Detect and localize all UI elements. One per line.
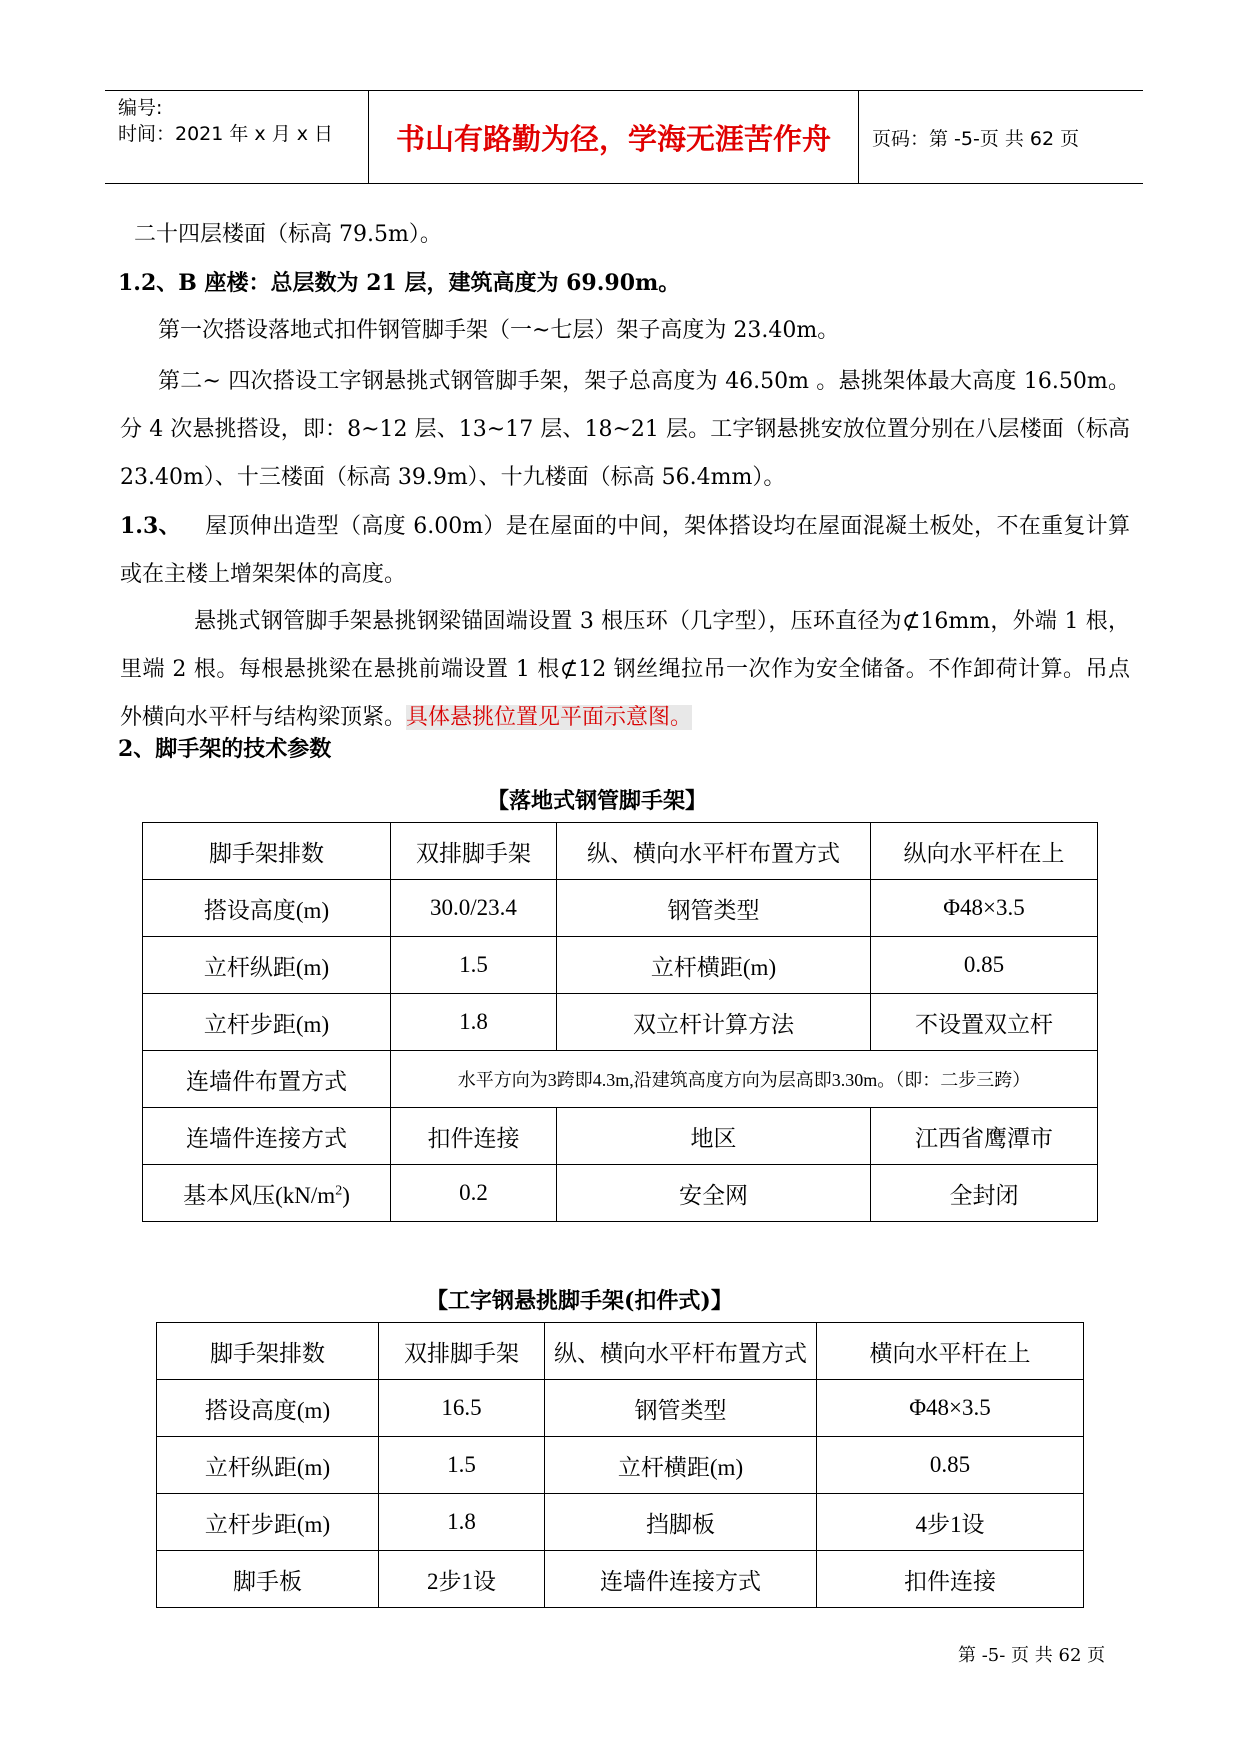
table-row: [157, 1551, 1084, 1608]
table-cell: 16.5: [379, 1380, 545, 1437]
table-cell: 不设置双立杆: [871, 994, 1098, 1051]
table-cell: 安全网: [557, 1165, 871, 1222]
table-cell: 钢管类型: [557, 880, 871, 937]
paragraph: 第一次搭设落地式扣件钢管脚手架（一~七层）架子高度为 23.40m。: [158, 318, 840, 343]
table-cell: 脚手架排数: [143, 823, 391, 880]
wind-pressure-label: 基本风压(kN/m: [183, 1182, 336, 1208]
header-page-info: 页码：第 -5-页 共 62 页: [872, 127, 1080, 150]
table-row: [157, 1437, 1084, 1494]
section-number: 1.3、: [120, 513, 181, 539]
table-cell: 双排脚手架: [379, 1323, 545, 1380]
table-cell: 脚手板: [157, 1551, 379, 1608]
page-header: [105, 90, 1143, 184]
table-cell: 全封闭: [871, 1165, 1098, 1222]
table-cell: 挡脚板: [545, 1494, 817, 1551]
section-1-3: [120, 502, 1130, 599]
table-row: [157, 1494, 1084, 1551]
table-cell: 1.5: [379, 1437, 545, 1494]
table-cell-merged: 水平方向为3跨即4.3m,沿建筑高度方向为层高即3.30m。（即：二步三跨）: [391, 1051, 1098, 1108]
table-cell: 纵、横向水平杆布置方式: [545, 1323, 817, 1380]
table-cell: 连墙件布置方式: [143, 1051, 391, 1108]
table-cell: 江西省鹰潭市: [871, 1108, 1098, 1165]
table-row: [143, 937, 1098, 994]
table-cell: 立杆步距(m): [157, 1494, 379, 1551]
section-heading-1-2: 1.2、B 座楼：总层数为 21 层，建筑高度为 69.90m。: [118, 270, 681, 296]
scaffold-parameters-table: [142, 822, 1098, 1222]
table-cell: 2步1设: [379, 1551, 545, 1608]
table-cell: 1.8: [379, 1494, 545, 1551]
table-cell: 地区: [557, 1108, 871, 1165]
header-motto: 书山有路勤为径，学海无涯苦作舟: [369, 91, 859, 183]
table-cell: 钢管类型: [545, 1380, 817, 1437]
document-time: 时间：2021 年 x 月 x 日: [118, 123, 334, 145]
table-cell: 0.85: [871, 937, 1098, 994]
paragraph: [120, 598, 1130, 742]
table-cell: [143, 1165, 391, 1222]
table-cell: Φ48×3.5: [817, 1380, 1084, 1437]
table-cell: Φ48×3.5: [871, 880, 1098, 937]
table-row: [143, 1108, 1098, 1165]
paragraph-text: 悬挑式钢管脚手架悬挑钢梁锚固端设置 3 根压环（几字型），压环直径为⊄16mm，外端 1 根，里端 2 根。每根悬挑梁在悬挑前端设置 1 根⊄12 钢丝绳拉吊一次作为安全储备。不作卸荷计算。吊点外横向水平杆与结构梁顶紧。: [120, 609, 1130, 730]
text-line: 二十四层楼面（标高 79.5m）。: [134, 222, 442, 247]
table-row: [143, 823, 1098, 880]
table-row: [157, 1323, 1084, 1380]
table-cell: 立杆步距(m): [143, 994, 391, 1051]
table-cell: 扣件连接: [391, 1108, 557, 1165]
table-cell: 0.85: [817, 1437, 1084, 1494]
paragraph-text: 屋顶伸出造型（高度 6.00m）是在屋面的中间，架体搭设均在屋面混凝土板处，不在重复计算或在主楼上增架架体的高度。: [120, 514, 1130, 587]
table-cell: 纵向水平杆在上: [871, 823, 1098, 880]
table-row: [143, 994, 1098, 1051]
table-cell: 横向水平杆在上: [817, 1323, 1084, 1380]
table-row: [143, 1051, 1098, 1108]
closing-paren: ): [342, 1182, 350, 1208]
header-meta: [105, 91, 369, 183]
table-cell: 脚手架排数: [157, 1323, 379, 1380]
table-cell: 4步1设: [817, 1494, 1084, 1551]
table-cell: 双立杆计算方法: [557, 994, 871, 1051]
table-cell: 连墙件连接方式: [545, 1551, 817, 1608]
table-cell: 扣件连接: [817, 1551, 1084, 1608]
table-cell: 1.5: [391, 937, 557, 994]
cantilever-scaffold-table: [156, 1322, 1084, 1608]
table-cell: 双排脚手架: [391, 823, 557, 880]
table-cell: 搭设高度(m): [157, 1380, 379, 1437]
section-heading-2: 2、脚手架的技术参数: [118, 736, 332, 762]
table-cell: 连墙件连接方式: [143, 1108, 391, 1165]
table-cell: 立杆横距(m): [545, 1437, 817, 1494]
table-cell: 立杆横距(m): [557, 937, 871, 994]
document-number-label: 编号:: [118, 97, 163, 119]
table-cell: 搭设高度(m): [143, 880, 391, 937]
page-footer: 第 -5- 页 共 62 页: [958, 1645, 1106, 1666]
table-caption: 【工字钢悬挑脚手架(扣件式)】: [426, 1288, 733, 1314]
table-row: [143, 1165, 1098, 1222]
superscript: 2: [335, 1182, 343, 1198]
table-row: [143, 880, 1098, 937]
table-cell: 1.8: [391, 994, 557, 1051]
table-row: [157, 1380, 1084, 1437]
table-cell: 纵、横向水平杆布置方式: [557, 823, 871, 880]
table-cell: 立杆纵距(m): [143, 937, 391, 994]
table-cell: 0.2: [391, 1165, 557, 1222]
highlighted-note: 具体悬挑位置见平面示意图。: [406, 705, 693, 730]
paragraph: 第二~ 四次搭设工字钢悬挑式钢管脚手架，架子总高度为 46.50m 。悬挑架体最大高度 16.50m。分 4 次悬挑搭设，即：8~12 层、13~17 层、18~21 层。工字钢悬挑安放位置分别在八层楼面（标高 23.40m）、十三楼面（标高 39.9m）、十九楼面（标高 56.4mm）。: [120, 369, 1130, 490]
table-caption: 【落地式钢管脚手架】: [487, 788, 708, 814]
table-cell: 30.0/23.4: [391, 880, 557, 937]
table-cell: 立杆纵距(m): [157, 1437, 379, 1494]
